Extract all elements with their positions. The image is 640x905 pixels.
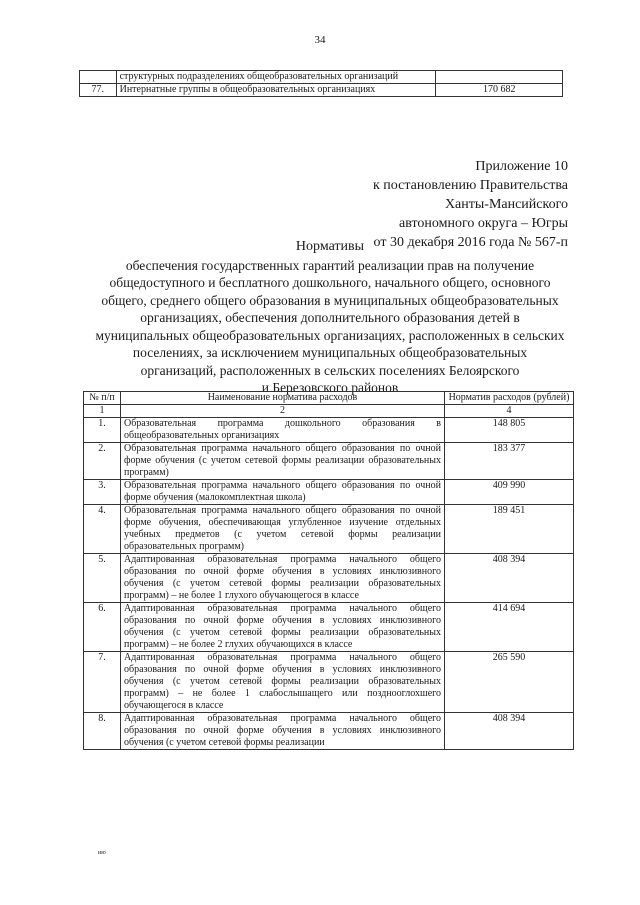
table-header-row	[84, 392, 574, 405]
row-value: 148 805	[445, 418, 574, 443]
row-name: Адаптированная образовательная программа начального общего образования по очной форме обучения в условиях инклюзивного обучения (с учетом сетевой формы реализации образовательных программ) – не более 2 глухих обучающихся в классе	[121, 603, 445, 652]
row-value: 409 990	[445, 480, 574, 505]
row-name: Адаптированная образовательная программа начального общего образования по очной форме обучения в условиях инклюзивного обучения (с учетом сетевой формы реализации образовательных программ) – не более 1 слабослышащего или позднооглохшего обучающегося в классе	[121, 652, 445, 713]
title-line: поселениях, за исключением муниципальных общеобразовательных	[132, 345, 528, 360]
table-row	[84, 443, 574, 480]
header-value: Норматив расходов (рублей)	[445, 392, 574, 405]
row-value	[436, 71, 563, 84]
appendix-line: от 30 декабря 2016 года № 567-п	[373, 235, 568, 250]
footer-mark: ию	[98, 850, 106, 856]
table-row	[84, 554, 574, 603]
appendix-line: Приложение 10	[475, 159, 568, 174]
row-name: Образовательная программа начального общего образования по очной форме обучения (с учетом сетевой формы реализации образовательных программ)	[121, 443, 445, 480]
row-name: Образовательная программа дошкольного образования в общеобразовательных организациях	[121, 418, 445, 443]
title-line: обеспечения государственных гарантий реализации прав на получение	[125, 257, 535, 273]
row-name: Адаптированная образовательная программа начального общего образования по очной форме обучения в условиях инклюзивного обучения (с учетом сетевой формы реализации	[121, 713, 445, 750]
row-number: 3.	[84, 480, 121, 505]
table-row	[84, 505, 574, 554]
table-row	[80, 71, 563, 84]
appendix-line: Ханты-Мансийского	[444, 197, 568, 212]
table-index-row	[84, 405, 574, 418]
title-line: организаций, расположенных в сельских поселениях Белоярского	[140, 362, 520, 378]
row-number: 77.	[80, 84, 117, 97]
row-value: 170 682	[436, 84, 563, 97]
title-line: общедоступного и бесплатного дошкольного, начального общего, основного	[109, 275, 551, 290]
table-row	[84, 418, 574, 443]
row-value: 189 451	[445, 505, 574, 554]
row-number: 1.	[84, 418, 121, 443]
row-value: 265 590	[445, 652, 574, 713]
row-number: 5.	[84, 554, 121, 603]
table-row	[84, 603, 574, 652]
row-name: Образовательная программа начального общего образования по очной форме обучения, обеспечивающая углубленное изучение отдельных учебных предметов (с учетом сетевой формы реализации образовательных программ)	[121, 505, 445, 554]
document-title	[86, 238, 574, 397]
table-row	[80, 84, 563, 97]
index-value: 4	[445, 405, 574, 418]
row-number: 6.	[84, 603, 121, 652]
continued-table	[79, 70, 563, 97]
row-number: 4.	[84, 505, 121, 554]
row-name: Интернатные группы в общеобразовательных организациях	[116, 84, 436, 97]
table-row	[84, 652, 574, 713]
row-name: Адаптированная образовательная программа начального общего образования по очной форме обучения в условиях инклюзивного обучения (с учетом сетевой формы реализации образовательных программ) – не более 1 глухого обучающегося в классе	[121, 554, 445, 603]
title-line: и Березовского районов	[261, 380, 399, 395]
row-number	[80, 71, 117, 84]
table-row	[84, 713, 574, 750]
normatives-table	[83, 391, 574, 750]
table-row	[84, 480, 574, 505]
row-name: Образовательная программа начального общего образования по очной форме обучения (малокомплектная школа)	[121, 480, 445, 505]
row-value: 414 694	[445, 603, 574, 652]
page-number: 34	[314, 34, 326, 46]
row-number: 7.	[84, 652, 121, 713]
row-name: структурных подразделениях общеобразовательных организаций	[116, 71, 436, 84]
title-heading: Нормативы	[295, 239, 365, 254]
title-line: организациях, обеспечения дополнительного образования детей в	[140, 310, 520, 325]
title-line: общего, среднего общего образования в муниципальных общеобразовательных	[101, 292, 559, 308]
header-name: Наименование норматива расходов	[121, 392, 445, 405]
index-name: 2	[121, 405, 445, 418]
index-number: 1	[84, 405, 121, 418]
header-number: № п/п	[84, 392, 121, 405]
appendix-line: к постановлению Правительства	[372, 178, 568, 193]
appendix-line: автономного округа – Югры	[399, 216, 568, 231]
row-value: 408 394	[445, 713, 574, 750]
row-value: 408 394	[445, 554, 574, 603]
row-value: 183 377	[445, 443, 574, 480]
title-line: муниципальных общеобразовательных организациях, расположенных в сельских	[95, 327, 565, 343]
row-number: 2.	[84, 443, 121, 480]
row-number: 8.	[84, 713, 121, 750]
